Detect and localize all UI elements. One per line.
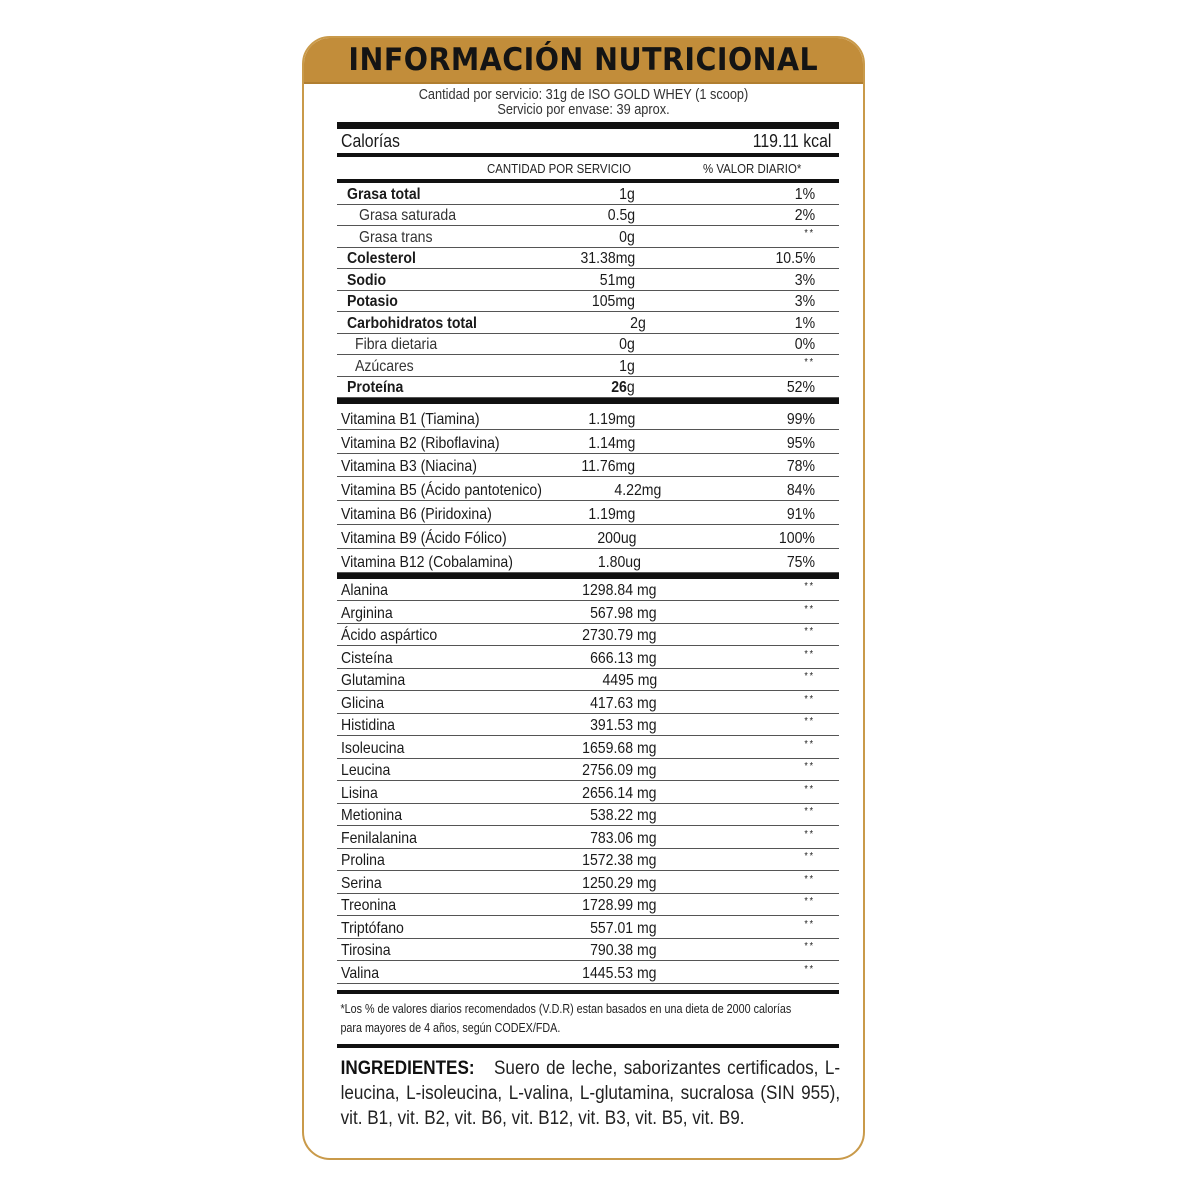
table-row	[337, 430, 839, 454]
label-header	[304, 38, 863, 84]
nutrient-daily-value: **	[804, 671, 815, 683]
nutrient-name: Prolina	[341, 852, 385, 870]
label-title: INFORMACIÓN NUTRICIONAL	[348, 42, 819, 78]
nutrient-daily-value: 3%	[794, 271, 815, 289]
nutrient-daily-value: 10.5%	[775, 250, 815, 267]
nutrient-daily-value: **	[804, 806, 815, 818]
table-row	[337, 291, 839, 313]
nutrient-daily-value: **	[804, 783, 815, 795]
nutrient-amount: 666.13 mg	[590, 649, 657, 667]
divider-medium	[337, 1044, 839, 1048]
calories-value: 119.11 kcal	[752, 130, 831, 151]
nutrient-daily-value: 99%	[786, 410, 815, 428]
nutrient-name: Azúcares	[355, 357, 414, 375]
nutrient-amount: 1250.29 mg	[582, 874, 657, 892]
table-row	[337, 916, 839, 939]
table-row	[337, 601, 839, 624]
nutrient-daily-value: 1%	[794, 314, 815, 332]
nutrient-name: Metionina	[341, 807, 403, 825]
nutrient-amount: 1g	[619, 185, 635, 203]
table-row	[337, 759, 839, 782]
nutrient-name: Vitamina B5 (Ácido pantotenico)	[341, 482, 542, 500]
table-row	[337, 312, 839, 334]
nutrition-table	[337, 122, 839, 1131]
nutrient-amount: 51mg	[599, 271, 635, 289]
serving-size: Cantidad por servicio: 31g de ISO GOLD WHEY (1 scoop)	[418, 87, 749, 103]
nutrient-daily-value: 0%	[794, 336, 815, 353]
nutrient-daily-value: 95%	[786, 434, 815, 452]
nutrient-name: Vitamina B2 (Riboflavina)	[341, 434, 500, 452]
nutrient-daily-value: **	[804, 896, 815, 908]
nutrient-daily-value: **	[804, 648, 815, 660]
nutrient-daily-value: **	[804, 941, 815, 953]
nutrient-daily-value: 2%	[794, 207, 815, 224]
footnote-line-1: *Los % de valores diarios recomendados (V.D.R) estan basados en una dieta de 2000 calorías	[340, 1001, 792, 1016]
table-row	[337, 226, 839, 248]
nutrient-amount: 1445.53 mg	[582, 964, 657, 982]
column-headers	[337, 157, 839, 179]
nutrient-daily-value: **	[804, 693, 815, 705]
nutrient-amount: 2g	[629, 314, 646, 332]
nutrient-name: Histidina	[341, 717, 395, 735]
nutrient-amount: 0.5g	[607, 207, 635, 224]
table-row	[337, 334, 839, 356]
table-row	[337, 736, 839, 759]
footnote-line-2: para mayores de 4 años, según CODEX/FDA.	[340, 1020, 561, 1035]
table-row	[337, 714, 839, 737]
table-row	[337, 406, 839, 430]
nutrient-name: Ácido aspártico	[341, 627, 438, 645]
nutrient-name: Vitamina B9 (Ácido Fólico)	[341, 529, 507, 547]
nutrient-amount: 557.01 mg	[590, 919, 657, 937]
nutrient-daily-value: 91%	[786, 505, 815, 523]
column-dv-header: % VALOR DIARIO*	[702, 160, 802, 176]
nutrient-amount: 200ug	[597, 529, 637, 547]
divider-thick	[337, 398, 839, 404]
nutrient-daily-value: 1%	[794, 185, 815, 203]
nutrient-amount: 1.14mg	[588, 434, 635, 452]
nutrient-name: Isoleucina	[341, 739, 405, 757]
nutrient-name: Fibra dietaria	[355, 336, 438, 353]
nutrient-amount: 1.19mg	[588, 410, 635, 428]
table-row	[337, 871, 839, 894]
table-row	[337, 826, 839, 849]
nutrient-name: Sodio	[347, 271, 387, 289]
nutrient-daily-value: **	[804, 227, 815, 239]
nutrient-daily-value: 52%	[786, 379, 815, 396]
nutrient-name: Proteína	[347, 379, 404, 396]
nutrient-amount: 2656.14 mg	[582, 784, 657, 802]
nutrient-amount: 0g	[619, 228, 635, 246]
nutrient-amount: 1g	[619, 357, 635, 375]
table-row	[337, 961, 839, 984]
nutrient-name: Lisina	[341, 784, 378, 802]
ingredients-label: INGREDIENTES:	[340, 1057, 475, 1079]
nutrient-name: Vitamina B1 (Tiamina)	[341, 410, 480, 428]
table-row	[337, 849, 839, 872]
table-row	[337, 781, 839, 804]
column-amount-header: CANTIDAD POR SERVICIO	[487, 160, 632, 176]
nutrient-amount: 2730.79 mg	[582, 627, 657, 645]
table-row	[337, 377, 839, 399]
nutrient-amount: 790.38 mg	[590, 942, 657, 960]
nutrient-daily-value: **	[804, 828, 815, 840]
nutrient-daily-value: **	[804, 738, 815, 750]
nutrient-name: Arginina	[341, 604, 393, 622]
nutrient-name: Vitamina B12 (Cobalamina)	[341, 553, 513, 571]
nutrient-name: Grasa saturada	[359, 207, 457, 224]
nutrient-name: Leucina	[341, 762, 391, 780]
nutrient-amount: 2756.09 mg	[582, 762, 657, 780]
nutrient-amount: 783.06 mg	[590, 829, 657, 847]
ingredients	[337, 1056, 844, 1131]
nutrient-name: Cisteína	[341, 649, 393, 667]
nutrient-amount: 31.38mg	[580, 250, 635, 267]
table-row	[337, 579, 839, 602]
table-row	[337, 501, 839, 525]
nutrient-name: Grasa total	[347, 185, 421, 203]
nutrient-amount: 1298.84 mg	[582, 582, 657, 600]
nutrient-name: Colesterol	[347, 250, 416, 267]
nutrient-name: Glutamina	[341, 672, 406, 690]
table-row	[337, 939, 839, 962]
nutrient-amount: 391.53 mg	[590, 717, 657, 735]
nutrient-name: Fenilalanina	[341, 829, 417, 847]
table-row	[337, 355, 839, 377]
table-row	[337, 205, 839, 227]
nutrient-name: Valina	[341, 964, 380, 982]
nutrient-daily-value: 3%	[794, 293, 815, 310]
nutrient-name: Vitamina B6 (Piridoxina)	[341, 505, 492, 523]
table-row	[337, 549, 839, 573]
table-row	[337, 646, 839, 669]
nutrient-name: Potasio	[347, 293, 398, 310]
divider-thick	[337, 122, 839, 129]
nutrient-amount: 4495 mg	[602, 672, 657, 690]
nutrient-daily-value: **	[804, 918, 815, 930]
amino-acids-section	[337, 579, 839, 984]
nutrient-amount: 1572.38 mg	[582, 852, 657, 870]
nutrient-daily-value: 100%	[778, 529, 815, 547]
nutrient-daily-value: **	[804, 851, 815, 863]
table-row	[337, 691, 839, 714]
table-row	[337, 525, 839, 549]
footnote	[337, 994, 839, 1044]
nutrient-amount: 11.76mg	[581, 458, 635, 476]
nutrient-name: Triptófano	[341, 919, 404, 937]
nutrient-amount: 0g	[619, 336, 635, 353]
ingredients-text: Suero de leche, saborizantes certificados, L-leucina, L-isoleucina, L-valina, L-glutamina, sucralosa (SIN 955), vit. B1, vit. B2, vit. B6, vit. B12, vit. B3, vit. B5, vit. B9.	[340, 1057, 841, 1129]
table-row	[337, 894, 839, 917]
table-row	[337, 669, 839, 692]
table-row	[337, 454, 839, 478]
nutrient-daily-value: **	[804, 873, 815, 885]
macro-nutrients-section	[337, 183, 839, 398]
nutrient-amount: 567.98 mg	[590, 604, 657, 622]
nutrient-amount: 1659.68 mg	[582, 739, 657, 757]
nutrient-daily-value: **	[804, 761, 815, 773]
nutrient-daily-value: 84%	[786, 482, 815, 500]
nutrient-amount: 417.63 mg	[590, 694, 657, 712]
nutrient-name: Alanina	[341, 582, 388, 600]
nutrient-name: Glicina	[341, 694, 385, 712]
nutrient-name: Grasa trans	[359, 228, 433, 246]
table-row	[337, 248, 839, 270]
nutrient-daily-value: **	[804, 963, 815, 975]
nutrient-name: Treonina	[341, 897, 397, 915]
vitamins-section	[337, 406, 839, 573]
nutrient-daily-value: 75%	[786, 553, 815, 571]
nutrient-amount: 1728.99 mg	[582, 897, 657, 915]
nutrient-daily-value: **	[804, 581, 815, 593]
nutrient-amount: 538.22 mg	[590, 807, 657, 825]
table-row	[337, 183, 839, 205]
nutrient-daily-value: **	[804, 626, 815, 638]
calories-label: Calorías	[341, 130, 400, 151]
nutrient-daily-value: 78%	[786, 458, 815, 476]
serving-info	[338, 88, 830, 118]
nutrition-label-card	[302, 36, 865, 1160]
nutrient-daily-value: **	[804, 356, 815, 368]
nutrient-amount: 26g	[611, 379, 635, 396]
nutrient-daily-value: **	[804, 603, 815, 615]
nutrient-amount: 1.19mg	[588, 505, 635, 523]
nutrient-daily-value: **	[804, 716, 815, 728]
nutrient-amount: 4.22mg	[614, 482, 662, 500]
nutrient-name: Serina	[341, 874, 382, 892]
servings-per-container: Servicio por envase: 39 aprox.	[497, 102, 670, 118]
calories-row	[337, 129, 839, 153]
table-row	[337, 624, 839, 647]
nutrient-name: Vitamina B3 (Niacina)	[341, 458, 477, 476]
nutrient-amount: 105mg	[591, 293, 635, 310]
table-row	[337, 477, 839, 501]
table-row	[337, 269, 839, 291]
table-row	[337, 804, 839, 827]
nutrient-name: Carbohidratos total	[347, 314, 477, 332]
nutrient-name: Tirosina	[341, 942, 391, 960]
nutrient-amount: 1.80ug	[597, 553, 641, 571]
